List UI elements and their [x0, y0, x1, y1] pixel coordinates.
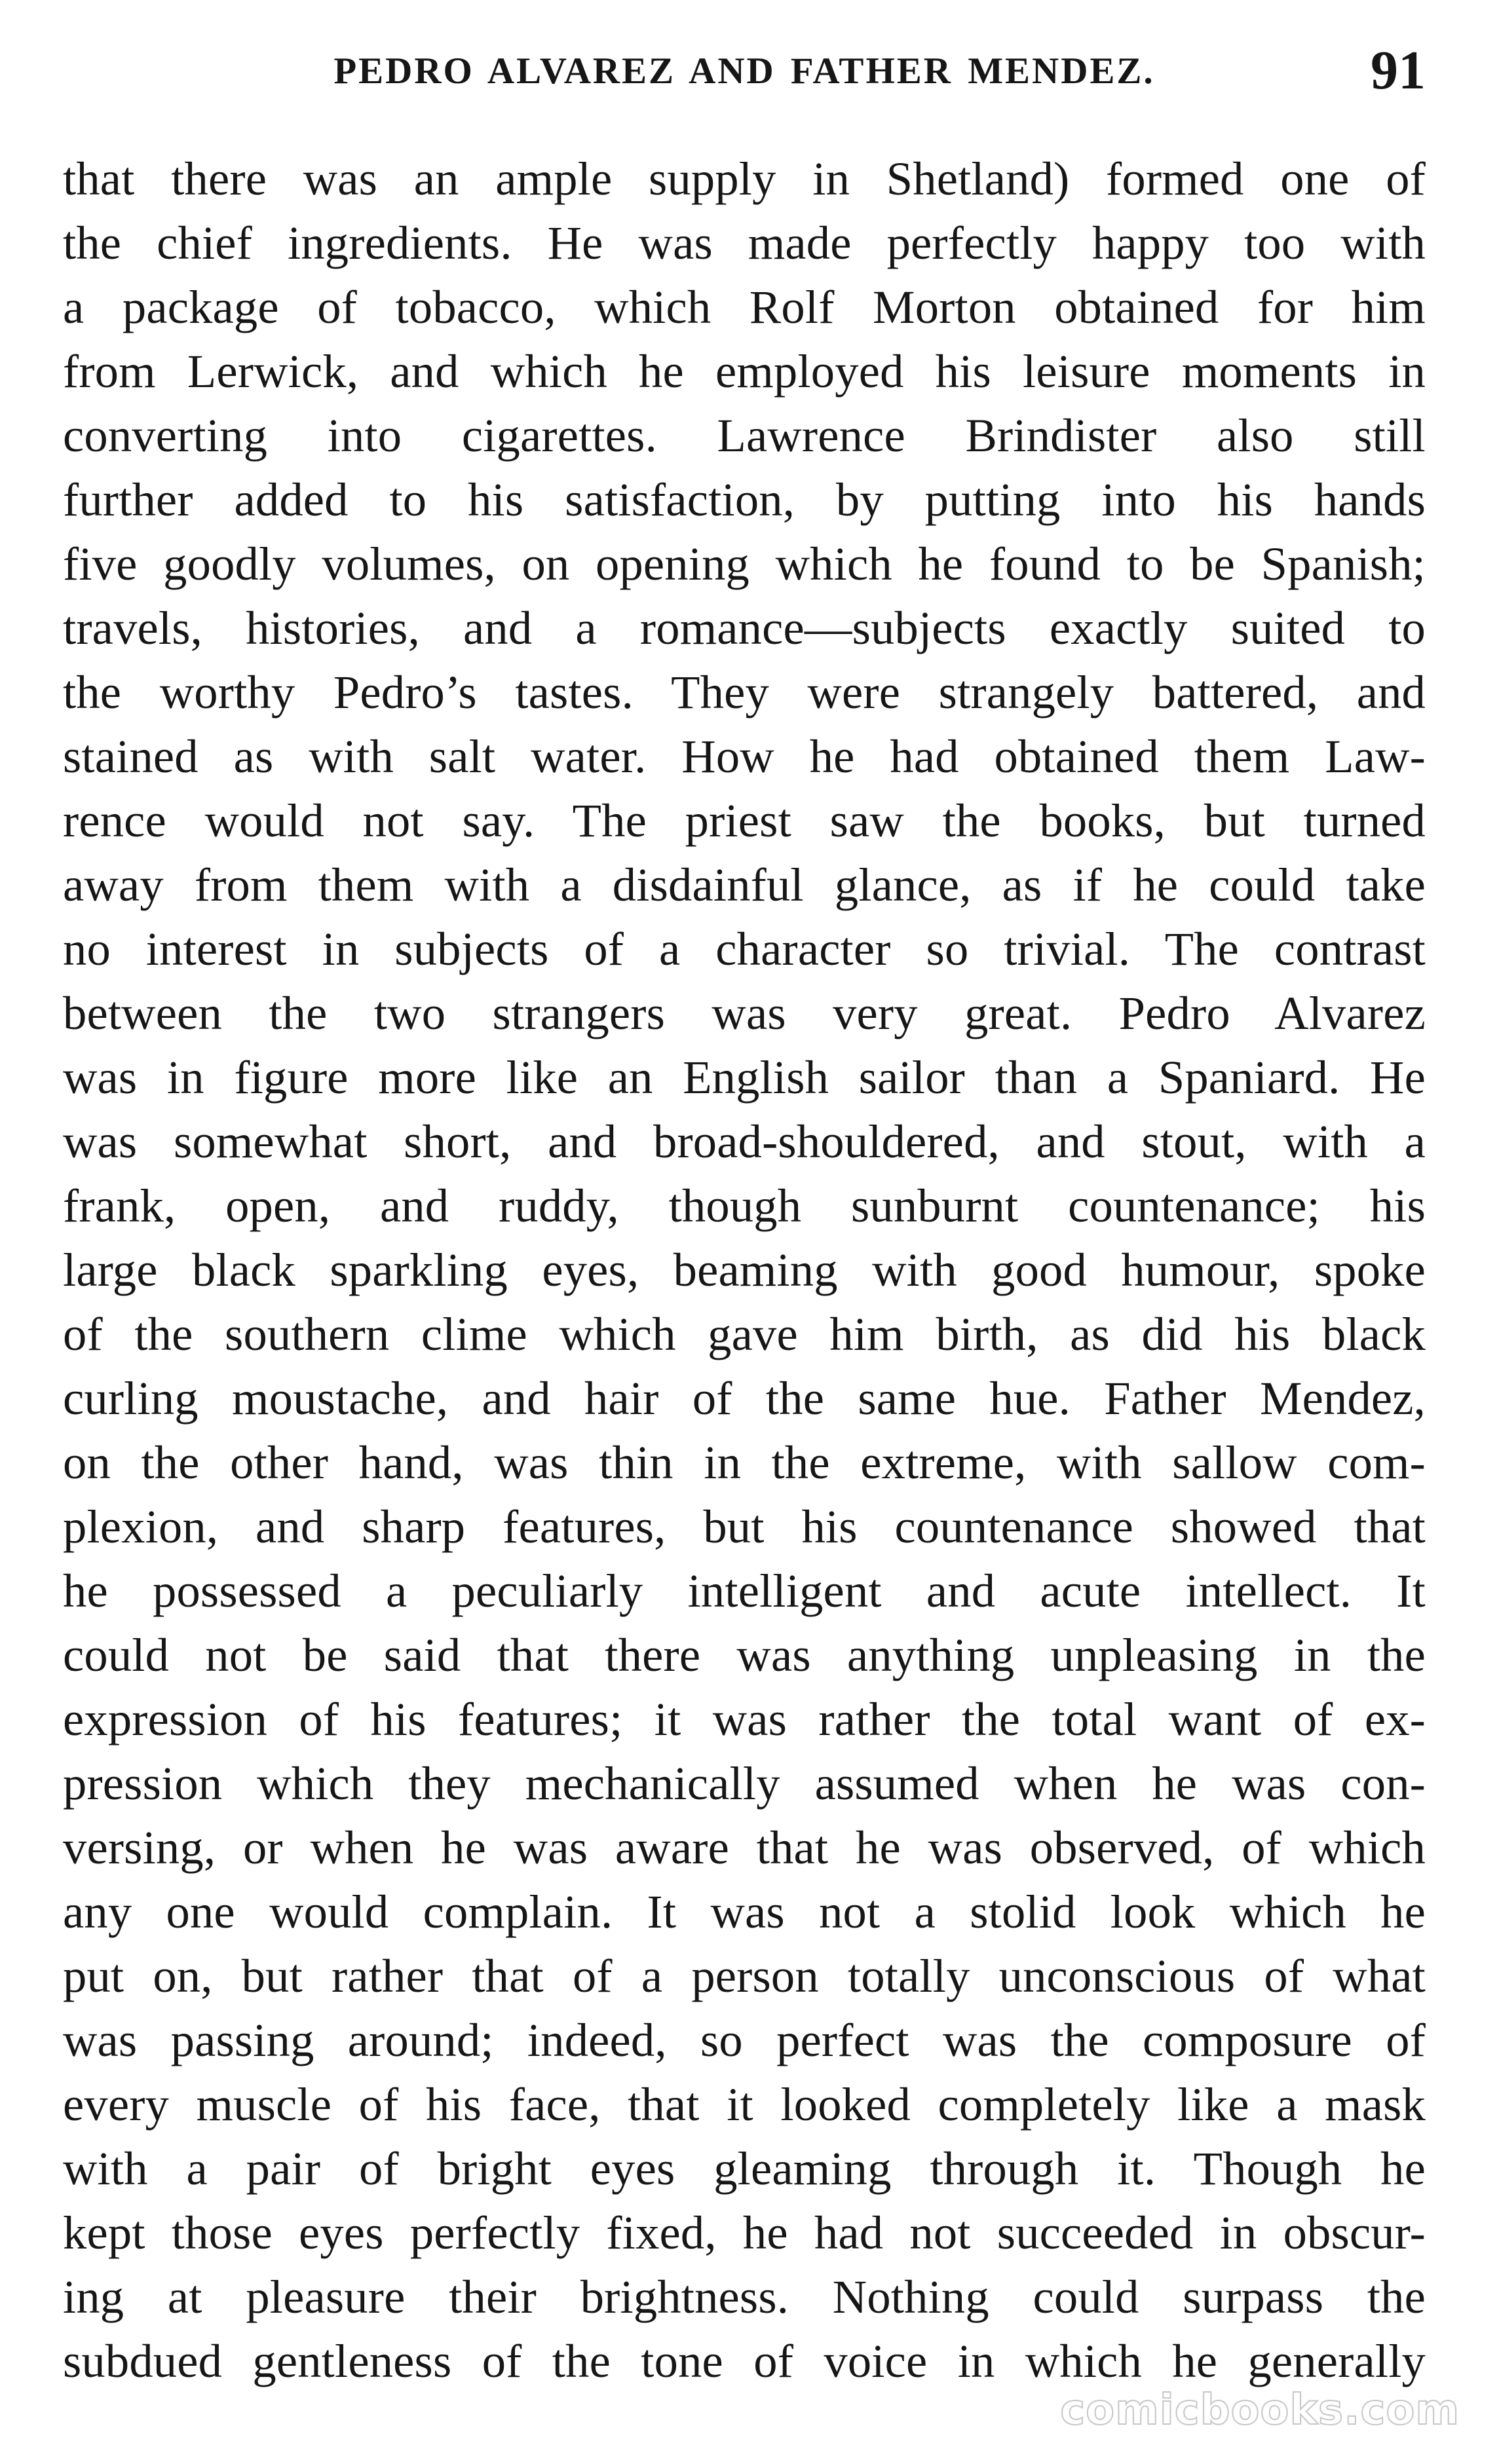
text-line: on the other hand, was thin in the extreme, with sallow com- — [63, 1436, 1426, 1489]
text-line: every muscle of his face, that it looked completely like a mask — [63, 2078, 1426, 2131]
running-head — [63, 40, 1426, 122]
text-line: ing at pleasure their brightness. Nothing could surpass the — [63, 2270, 1426, 2323]
page-number: 91 — [1371, 40, 1426, 101]
text-line: further added to his satisfaction, by putting into his hands — [63, 473, 1426, 526]
text-line: the chief ingredients. He was made perfectly happy too with — [63, 216, 1426, 269]
text-line: kept those eyes perfectly fixed, he had not succeeded in obscur- — [63, 2206, 1426, 2259]
text-line: of the southern clime which gave him birth, as did his black — [63, 1307, 1426, 1360]
text-line: five goodly volumes, on opening which he found to be Spanish; — [63, 537, 1426, 590]
text-line: subdued gentleness of the tone of voice in which he generally — [63, 2334, 1426, 2387]
text-line: versing, or when he was aware that he was observed, of which — [63, 1821, 1426, 1874]
text-line: a package of tobacco, which Rolf Morton obtained for him — [63, 280, 1426, 333]
text-line: no interest in subjects of a character so trivial. The contrast — [63, 922, 1426, 975]
text-line: that there was an ample supply in Shetland) formed one of — [63, 152, 1426, 205]
text-line: any one would complain. It was not a stolid look which he — [63, 1885, 1426, 1938]
text-line: plexion, and sharp features, but his countenance showed that — [63, 1500, 1426, 1553]
text-line: rence would not say. The priest saw the books, but turned — [63, 794, 1426, 847]
text-line: frank, open, and ruddy, though sunburnt countenance; his — [63, 1179, 1426, 1232]
text-line: away from them with a disdainful glance, as if he could take — [63, 858, 1426, 911]
text-line: from Lerwick, and which he employed his leisure moments in — [63, 345, 1426, 398]
text-line: large black sparkling eyes, beaming with good humour, spoke — [63, 1243, 1426, 1296]
watermark: comicbooks.com — [1060, 2386, 1460, 2435]
text-line: was somewhat short, and broad-shouldered, and stout, with a — [63, 1115, 1426, 1168]
text-line: travels, histories, and a romance—subjects exactly suited to — [63, 601, 1426, 654]
body-text — [63, 147, 1426, 2393]
text-line: converting into cigarettes. Lawrence Brindister also still — [63, 409, 1426, 462]
text-line: was in figure more like an English sailor than a Spaniard. He — [63, 1051, 1426, 1104]
text-line: put on, but rather that of a person totally unconscious of what — [63, 1949, 1426, 2002]
text-line: stained as with salt water. How he had obtained them Law- — [63, 730, 1426, 783]
text-line: expression of his features; it was rather the total want of ex- — [63, 1692, 1426, 1745]
text-line: between the two strangers was very great. Pedro Alvarez — [63, 986, 1426, 1039]
text-line: could not be said that there was anything unpleasing in the — [63, 1628, 1426, 1681]
running-title: PEDRO ALVAREZ AND FATHER MENDEZ. — [333, 50, 1155, 92]
text-line: pression which they mechanically assumed when he was con- — [63, 1757, 1426, 1810]
text-line: was passing around; indeed, so perfect was the composure of — [63, 2013, 1426, 2066]
text-line: the worthy Pedro’s tastes. They were strangely battered, and — [63, 665, 1426, 719]
text-line: curling moustache, and hair of the same hue. Father Mendez, — [63, 1372, 1426, 1425]
text-line: with a pair of bright eyes gleaming through it. Though he — [63, 2142, 1426, 2195]
text-line: he possessed a peculiarly intelligent and acute intellect. It — [63, 1564, 1426, 1617]
